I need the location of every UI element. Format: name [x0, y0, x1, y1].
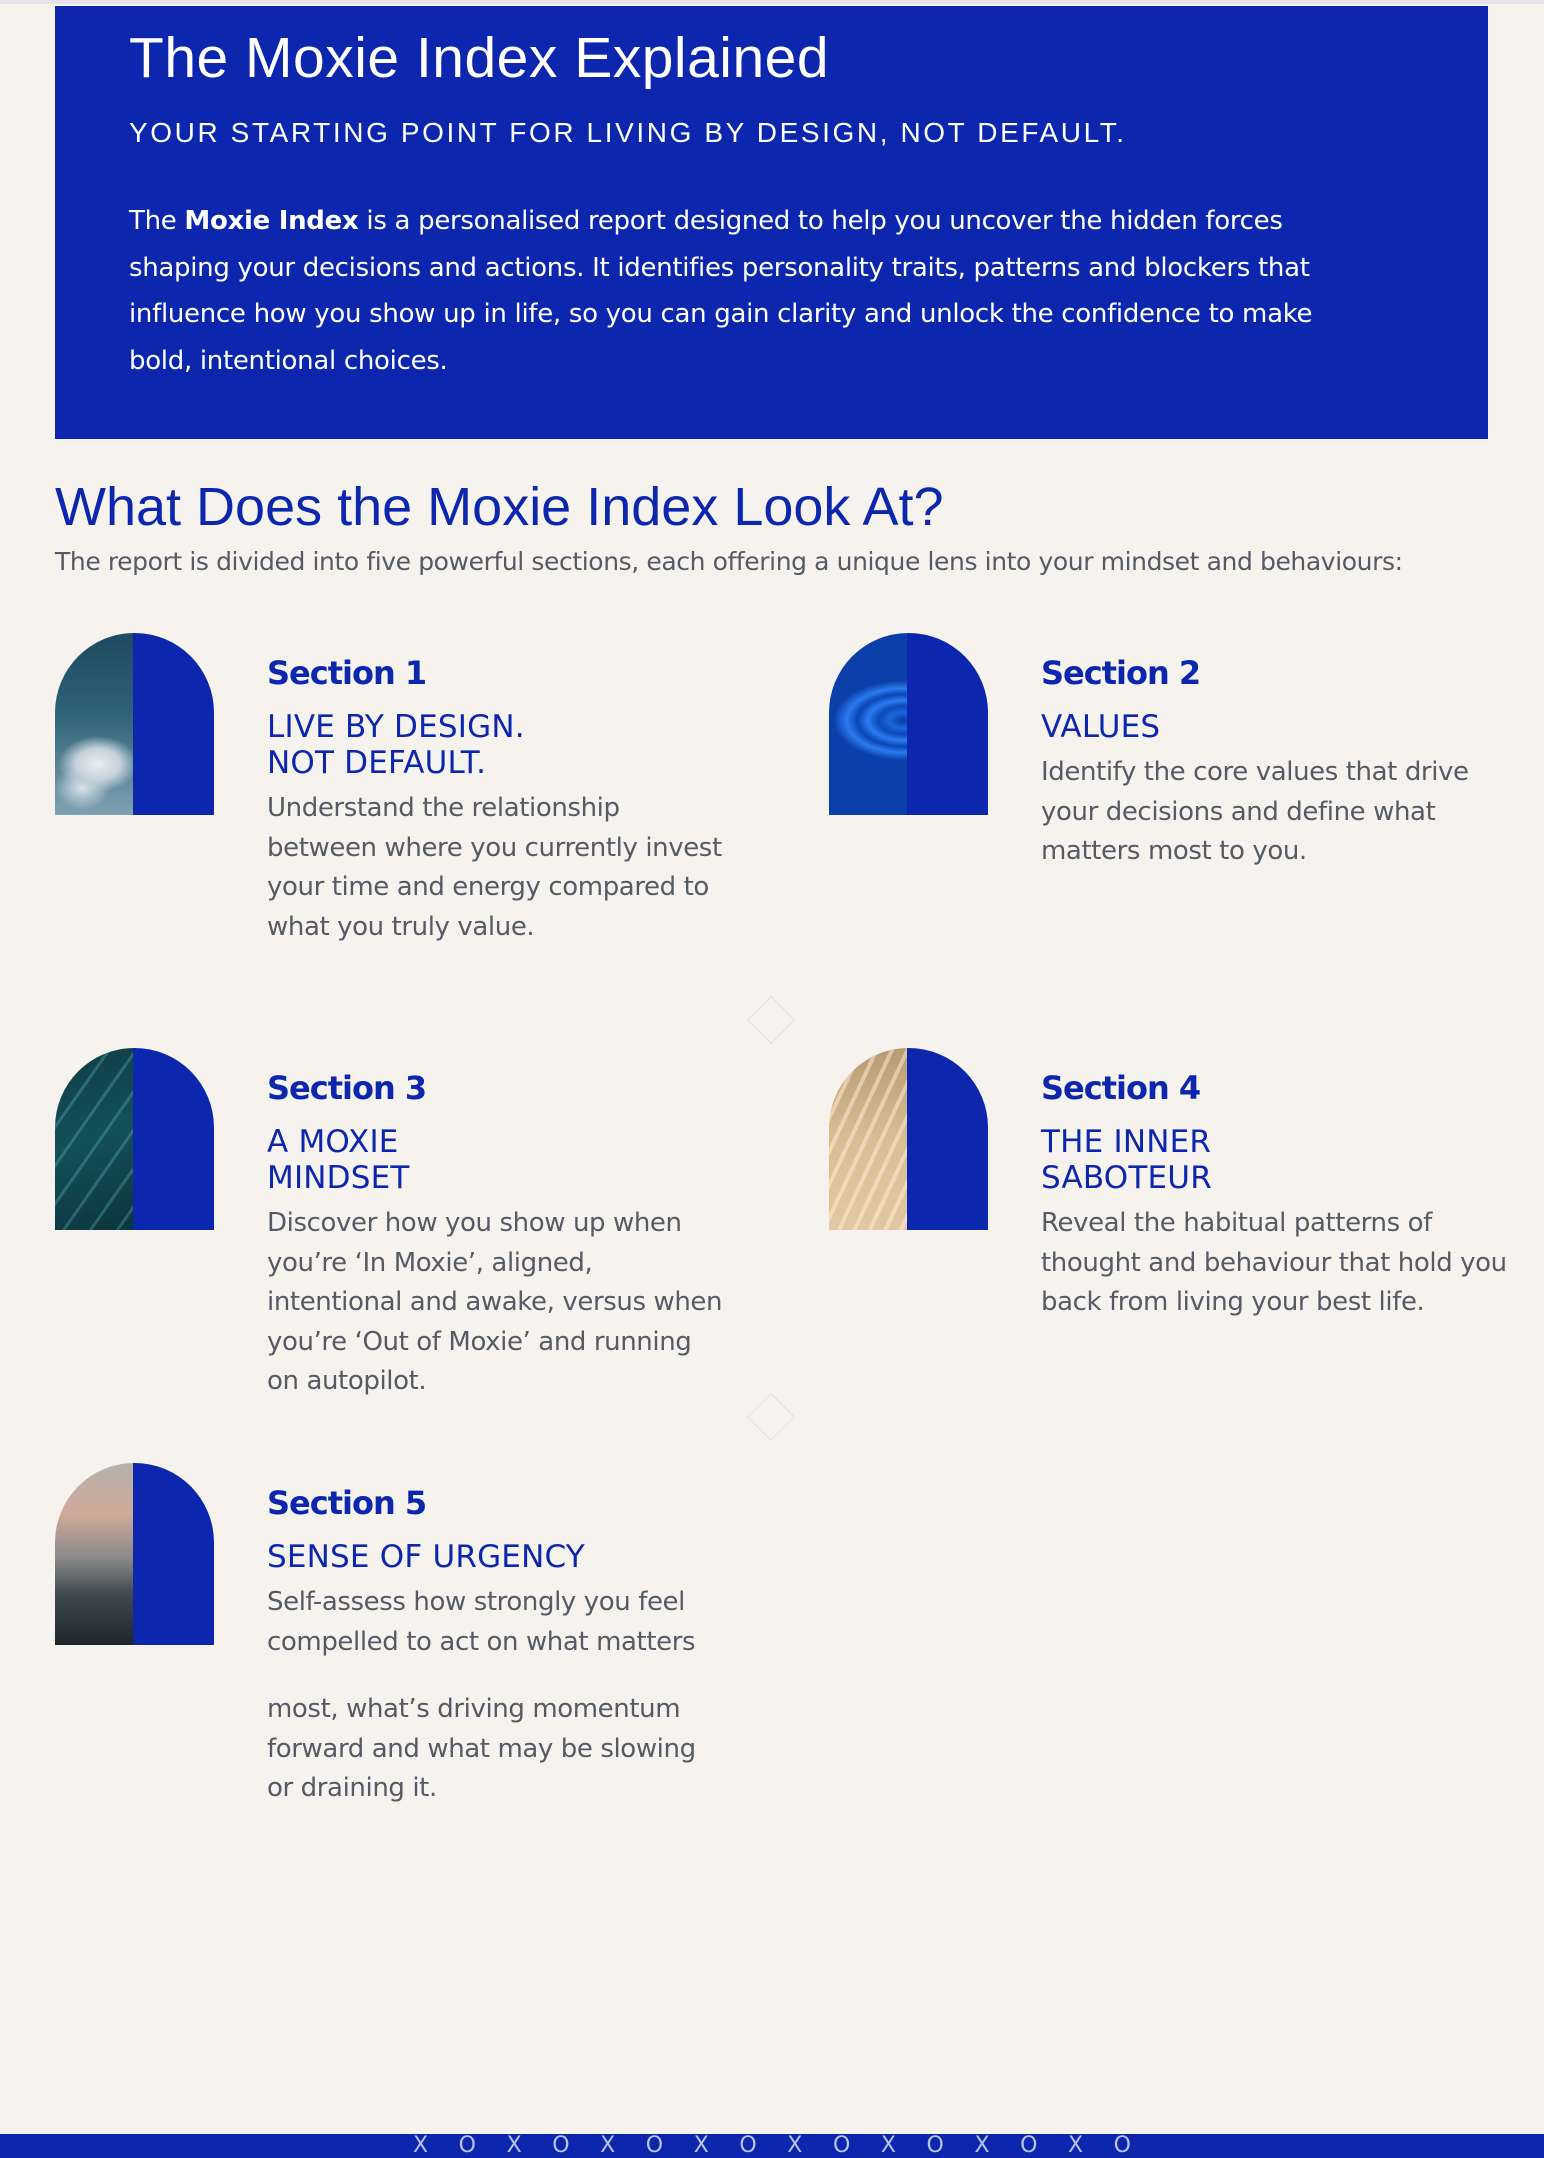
sea-horizon-image [55, 1463, 133, 1645]
water-waves-image [55, 1048, 133, 1230]
hero-banner [55, 6, 1488, 439]
section-1-label: Section 1 [267, 654, 427, 692]
section-2-arch-image [829, 633, 988, 815]
section-5-description: Self-assess how strongly you feel compelled to act on what matters [267, 1587, 696, 1657]
section-1-arch-image [55, 633, 214, 815]
section-1-title: LIVE BY DESIGN. NOT DEFAULT. [267, 709, 525, 781]
section-4-label: Section 4 [1041, 1069, 1201, 1107]
section-4-title: THE INNER SABOTEUR [1041, 1124, 1212, 1196]
footer-pattern-bar: XOXOXOXOXOXOXOXO [0, 2134, 1544, 2158]
section-1-description: Understand the relationship between where you currently invest your time and energy compared to what you truly value. [267, 793, 722, 942]
section-3-description: Discover how you show up when you’re ‘In Moxie’, aligned, intentional and awake, versus when you’re ‘Out of Moxie’ and running on autopilot. [267, 1208, 723, 1396]
overview-heading: What Does the Moxie Index Look At? [55, 477, 944, 537]
section-5-label: Section 5 [267, 1484, 427, 1522]
decorative-diamond [747, 1393, 795, 1441]
section-2-title: VALUES [1041, 709, 1161, 745]
overview-description: The report is divided into five powerful sections, each offering a unique lens into your mindset and behaviours: [55, 547, 1403, 576]
section-2-label: Section 2 [1041, 654, 1201, 692]
section-5-description-continued: most, what’s driving momentum forward and what may be slowing or draining it. [267, 1694, 696, 1803]
section-5-arch-image [55, 1463, 214, 1645]
sand-dune-image [829, 1048, 907, 1230]
section-3-arch-image [55, 1048, 214, 1230]
clouds-image [55, 633, 133, 815]
section-4-arch-image [829, 1048, 988, 1230]
section-2-description: Identify the core values that drive your decisions and define what matters most to you. [1041, 757, 1469, 866]
hero-subtitle: YOUR STARTING POINT FOR LIVING BY DESIGN, NOT DEFAULT. [129, 117, 1127, 148]
section-4-description: Reveal the habitual patterns of thought and behaviour that hold you back from living your best life. [1041, 1208, 1507, 1317]
section-3-label: Section 3 [267, 1069, 427, 1107]
moxie-index-bold: Moxie Index [184, 206, 359, 236]
section-3-title: A MOXIE MINDSET [267, 1124, 410, 1196]
top-divider [0, 0, 1544, 4]
decorative-diamond [747, 996, 795, 1044]
hero-description: The Moxie Index is a personalised report designed to help you uncover the hidden forces shaping your decisions and actions. It identifies personality traits, patterns and blockers that influence how you show up in life, so you can gain clarity and unlock the confidence to make bold, intentional choices. [129, 206, 1313, 376]
water-ripple-image [829, 633, 907, 815]
section-5-title: SENSE OF URGENCY [267, 1539, 585, 1575]
page-title: The Moxie Index Explained [129, 26, 830, 90]
